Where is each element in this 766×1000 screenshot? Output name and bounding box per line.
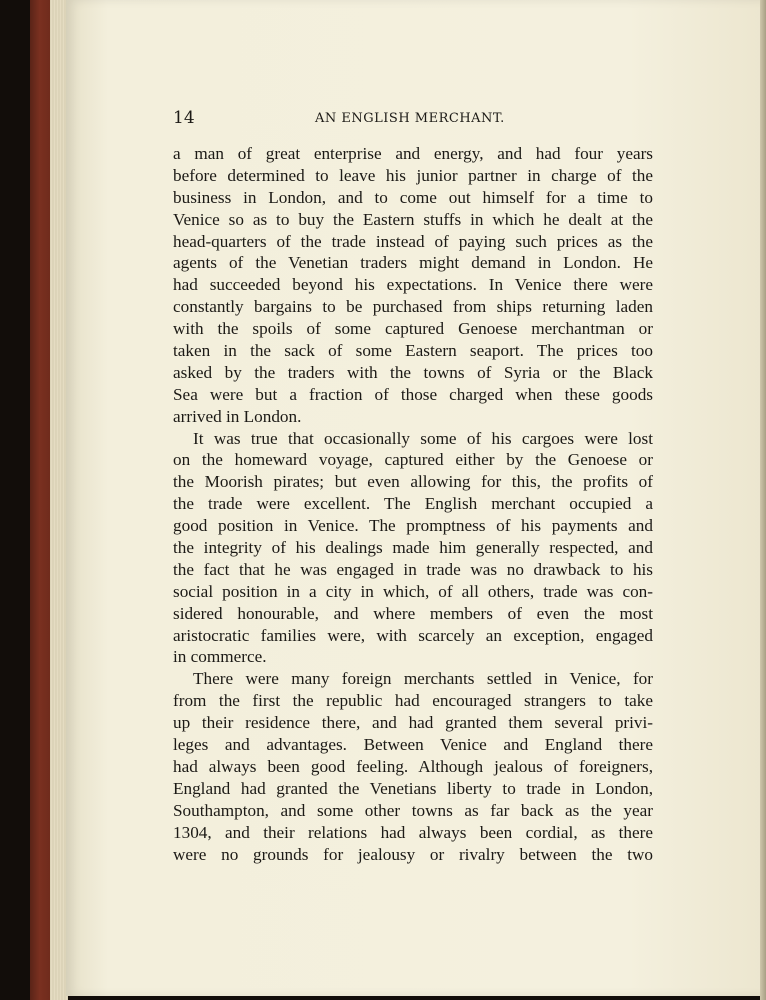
body-text [173, 143, 653, 865]
text-line: There were many foreign merchants settled in Venice, for [193, 669, 653, 689]
text-line: 1304, and their relations had always been cordial, as there [173, 822, 653, 842]
text-line: in commerce. [173, 647, 267, 667]
text-line: the trade were excellent. The English merchant occupied a [173, 494, 653, 514]
text-line: Venice so as to buy the Eastern stuffs in which he dealt at the [173, 209, 653, 229]
running-head: AN ENGLISH MERCHANT. [315, 111, 505, 126]
text-line: the Moorish pirates; but even allowing for this, the profits of [173, 472, 653, 492]
text-line: It was true that occasionally some of his cargoes were lost [193, 428, 653, 448]
text-line: aristocratic families were, with scarcely an exception, engaged [173, 625, 653, 645]
page-header [173, 108, 653, 130]
page-number: 14 [173, 108, 195, 128]
text-line: on the homeward voyage, captured either by the Genoese or [173, 450, 653, 470]
text-line: had succeeded beyond his expectations. In Venice there were [173, 275, 653, 295]
text-line: from the first the republic had encouraged strangers to take [173, 691, 653, 711]
text-line: head-quarters of the trade instead of paying such prices as the [173, 231, 653, 251]
text-line: sidered honourable, and where members of even the most [173, 603, 653, 623]
text-line: good position in Venice. The promptness of his payments and [173, 516, 653, 536]
text-line: had always been good feeling. Although jealous of foreigners, [173, 756, 653, 776]
text-line: constantly bargains to be purchased from ships returning laden [173, 297, 653, 317]
paragraph-1 [173, 143, 653, 428]
text-line: the integrity of his dealings made him generally respected, and [173, 538, 653, 558]
text-line: agents of the Venetian traders might demand in London. He [173, 253, 653, 273]
text-line: leges and advantages. Between Venice and England there [173, 735, 653, 755]
text-line: asked by the traders with the towns of Syria or the Black [173, 362, 653, 382]
text-line: with the spoils of some captured Genoese merchantman or [173, 319, 653, 339]
text-line: Southampton, and some other towns as far back as the year [173, 800, 653, 820]
text-line: social position in a city in which, of all others, trade was con- [173, 581, 653, 601]
text-line: arrived in London. [173, 406, 302, 426]
text-line: before determined to leave his junior partner in charge of the [173, 165, 653, 185]
text-line: taken in the sack of some Eastern seaport. The prices too [173, 341, 653, 361]
page-right-edge [760, 0, 766, 1000]
text-line: the fact that he was engaged in trade was no drawback to his [173, 559, 653, 579]
text-line: England had granted the Venetians liberty to trade in London, [173, 778, 653, 798]
paragraph-3 [173, 668, 653, 865]
text-line: were no grounds for jealousy or rivalry between the two [173, 844, 653, 864]
text-line: business in London, and to come out himself for a time to [173, 187, 653, 207]
paragraph-2 [173, 428, 653, 669]
text-line: up their residence there, and had granted them several privi- [173, 713, 653, 733]
text-line: a man of great enterprise and energy, and had four years [173, 144, 653, 163]
text-line: Sea were but a fraction of those charged when these goods [173, 384, 653, 404]
